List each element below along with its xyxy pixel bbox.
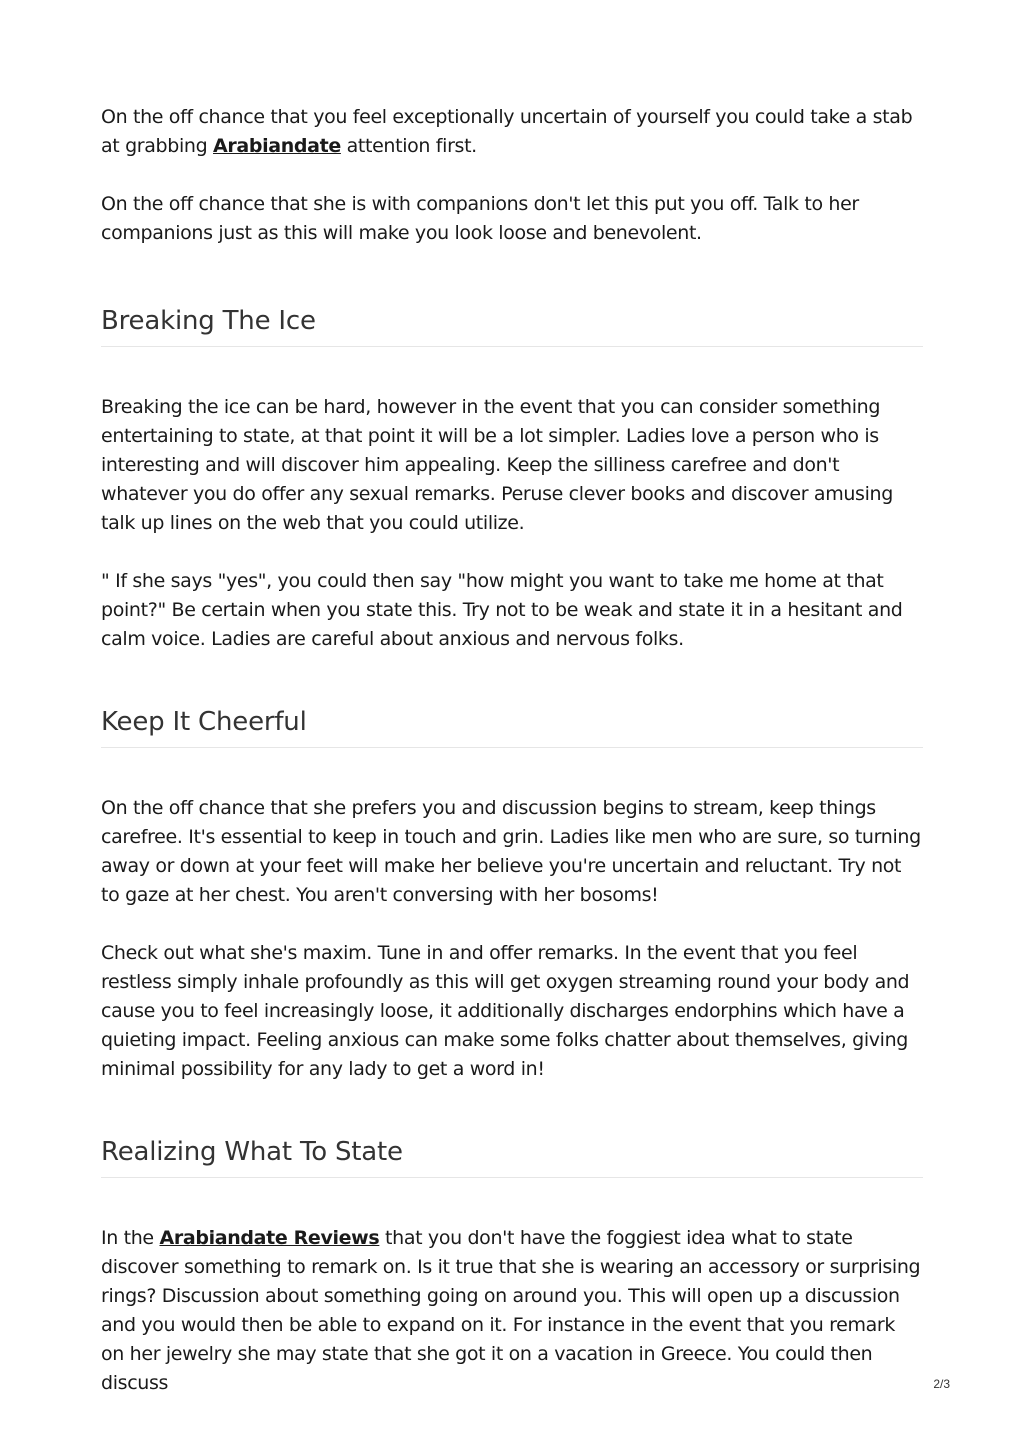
section-paragraph: Check out what she's maxim. Tune in and offer remarks. In the event that you feel restless simply inhale profoundly as this will get oxygen streaming round your body and cause you to feel increasingly loose, it additionally discharges endorphins which have a quieting impact. Feeling anxious can make some folks chatter about themselves, giving minimal possibility for any lady to get a word in!	[101, 942, 910, 1080]
section-keep-it-cheerful	[101, 705, 923, 1084]
intro-paragraph-1	[101, 103, 923, 161]
section-p-text-before: In the	[101, 1227, 160, 1249]
arabiandate-link[interactable]: Arabiandate	[213, 135, 341, 157]
section-realizing-what-to-state	[101, 1135, 923, 1398]
section-heading: Breaking The Ice	[101, 304, 923, 347]
page-number: 2/3	[933, 1377, 950, 1391]
section-paragraph	[101, 1224, 923, 1398]
section-paragraph: Breaking the ice can be hard, however in the event that you can consider something entertaining to state, at that point it will be a lot simpler. Ladies love a person who is interesting and will discover him appealing. Keep the silliness carefree and don't whatever you do offer any sexual remarks. Peruse clever books and discover amusing talk up lines on the web that you could utilize.	[101, 396, 893, 534]
section-breaking-the-ice	[101, 304, 923, 654]
intro-block	[101, 103, 923, 248]
intro-p1-text-after: attention first.	[340, 135, 477, 157]
arabiandate-reviews-link[interactable]: Arabiandate Reviews	[159, 1227, 380, 1249]
intro-p1-text-before: On the off chance that you feel exceptionally uncertain of yourself you could take a stab at grabbing	[101, 106, 913, 157]
section-heading: Realizing What To State	[101, 1135, 923, 1178]
section-heading: Keep It Cheerful	[101, 705, 923, 748]
section-paragraph: On the off chance that she prefers you and discussion begins to stream, keep things carefree. It's essential to keep in touch and grin. Ladies like men who are sure, so turning away or down at your feet will make her believe you're uncertain and reluctant. Try not to gaze at her chest. You aren't conversing with her bosoms!	[101, 797, 921, 906]
section-paragraph: " If she says "yes", you could then say "how might you want to take me home at that point?" Be certain when you state this. Try not to be weak and state it in a hesitant and calm voice. Ladies are careful about anxious and nervous folks.	[101, 570, 903, 650]
section-p-text-after: that you don't have the foggiest idea what to state discover something to remark on. Is it true that she is wearing an accessory or surprising rings? Discussion about something going on around you. This will open up a discussion and you would then be able to expand on it. For instance in the event that you remark on her jewelry she may state that she got it on a vacation in Greece. You could then discuss	[101, 1227, 921, 1394]
intro-paragraph-2: On the off chance that she is with companions don't let this put you off. Talk to her companions just as this will make you look loose and benevolent.	[101, 193, 859, 244]
